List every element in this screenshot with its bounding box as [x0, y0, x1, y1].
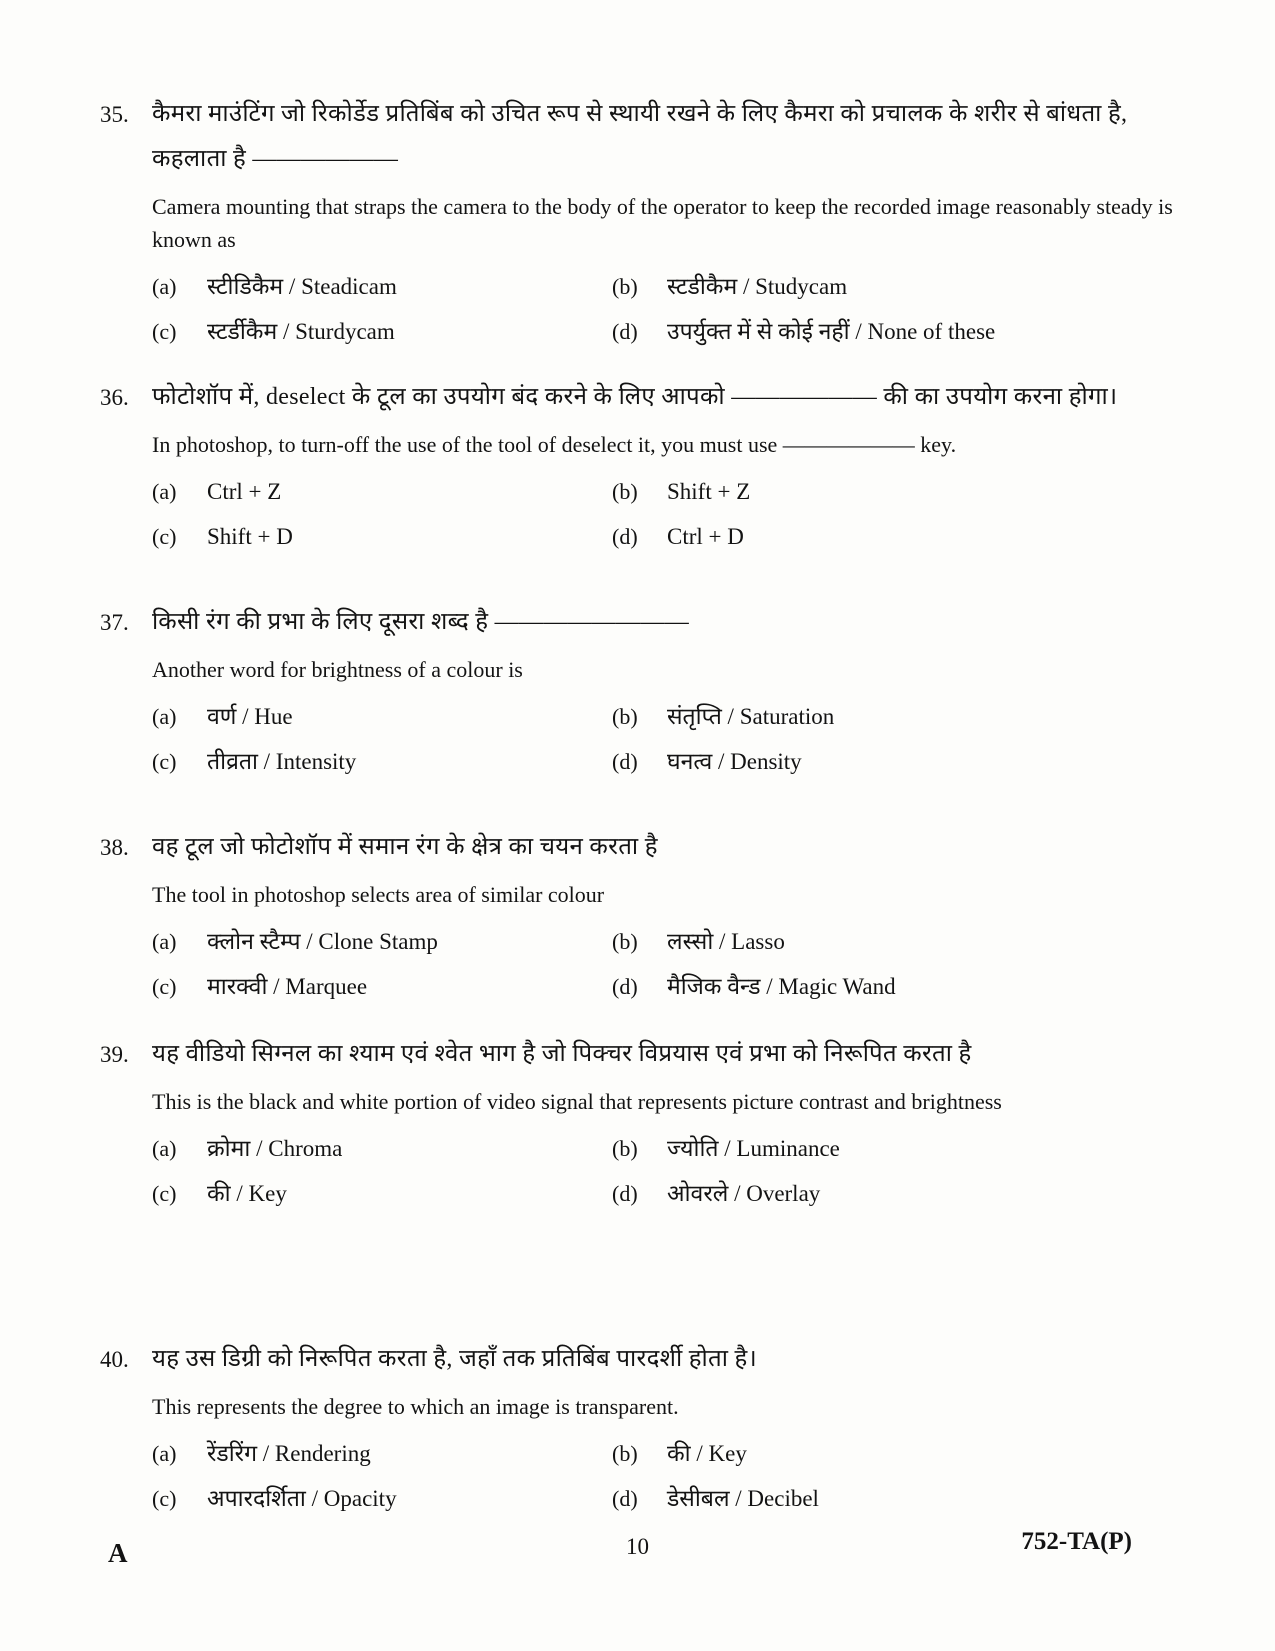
options-grid [152, 701, 1182, 778]
question-body [152, 600, 1182, 778]
option-text: की / Key [667, 1441, 747, 1466]
question-36 [100, 375, 1182, 553]
option-b [612, 926, 1182, 958]
options-grid [152, 476, 1182, 553]
option-text: Ctrl + D [667, 524, 744, 549]
question-39 [100, 1032, 1182, 1210]
booklet-set-code: A [108, 1538, 128, 1568]
option-text: डेसीबल / Decibel [667, 1486, 819, 1511]
option-label: (b) [612, 479, 638, 504]
option-text: ज्योति / Luminance [667, 1136, 840, 1161]
question-text-hindi: यह वीडियो सिग्नल का श्याम एवं श्वेत भाग है जो पिक्चर विप्रयास एवं प्रभा को निरूपित करता है [152, 1041, 972, 1067]
question-number: 37. [100, 610, 129, 635]
question-40 [100, 1337, 1182, 1515]
option-d [612, 1483, 1182, 1515]
question-number: 38. [100, 835, 129, 860]
question-text-english: Another word for brightness of a colour is [152, 657, 523, 682]
option-text: वर्ण / Hue [207, 704, 293, 729]
question-text-hindi: कैमरा माउंटिंग जो रिकोर्डेड प्रतिबिंब को उचित रूप से स्थायी रखने के लिए कैमरा को प्रचालक के शरीर से बांधता है, कहलाता है —————— [152, 101, 1128, 172]
question-text-english: The tool in photoshop selects area of similar colour [152, 882, 605, 907]
option-label: (c) [152, 974, 177, 999]
option-b [612, 271, 1182, 303]
option-label: (d) [612, 524, 638, 549]
option-label: (a) [152, 274, 177, 299]
question-body [152, 825, 1182, 1003]
option-text: स्टडीकैम / Studycam [667, 274, 848, 299]
question-37 [100, 600, 1182, 778]
question-body [152, 375, 1182, 553]
question-text-english: This is the black and white portion of video signal that represents picture contrast and brightness [152, 1089, 1002, 1114]
option-text: उपर्युक्त में से कोई नहीं / None of these [667, 319, 996, 344]
option-text: मैजिक वैन्ड / Magic Wand [667, 974, 896, 999]
option-label: (a) [152, 1136, 177, 1161]
option-d [612, 316, 1182, 348]
option-label: (a) [152, 1441, 177, 1466]
question-number: 35. [100, 102, 129, 127]
question-text-english: This represents the degree to which an image is transparent. [152, 1394, 679, 1419]
question-text-english: Camera mounting that straps the camera to the body of the operator to keep the recorded image reasonably steady is known as [152, 194, 1173, 252]
paper-code: 752-TA(P) [1021, 1528, 1132, 1555]
option-label: (a) [152, 929, 177, 954]
page-number: 10 [626, 1534, 649, 1559]
option-text: घनत्व / Density [667, 749, 802, 774]
option-label: (b) [612, 274, 638, 299]
option-c [152, 316, 612, 348]
option-text: मारक्वी / Marquee [207, 974, 368, 999]
option-b [612, 476, 1182, 508]
option-d [612, 746, 1182, 778]
option-d [612, 521, 1182, 553]
question-body [152, 92, 1182, 348]
option-d [612, 971, 1182, 1003]
option-label: (b) [612, 929, 638, 954]
options-grid [152, 1133, 1182, 1210]
option-c [152, 1483, 612, 1515]
option-label: (a) [152, 479, 177, 504]
option-label: (d) [612, 749, 638, 774]
option-text: Shift + Z [667, 479, 751, 504]
option-label: (c) [152, 749, 177, 774]
option-label: (d) [612, 974, 638, 999]
option-c [152, 1178, 612, 1210]
question-38 [100, 825, 1182, 1003]
option-c [152, 971, 612, 1003]
option-text: क्रोमा / Chroma [207, 1136, 343, 1161]
option-a [152, 701, 612, 733]
option-a [152, 476, 612, 508]
question-text-hindi: फोटोशॉप में, deselect के टूल का उपयोग बंद करने के लिए आपको —————— की का उपयोग करना होगा। [152, 384, 1118, 410]
question-35 [100, 92, 1182, 348]
option-c [152, 521, 612, 553]
option-label: (b) [612, 704, 638, 729]
option-text: अपारदर्शिता / Opacity [207, 1486, 397, 1511]
question-text-hindi: यह उस डिग्री को निरूपित करता है, जहाँ तक प्रतिबिंब पारदर्शी होता है। [152, 1346, 757, 1372]
option-text: की / Key [207, 1181, 287, 1206]
option-b [612, 1133, 1182, 1165]
options-grid [152, 926, 1182, 1003]
question-text-hindi: वह टूल जो फोटोशॉप में समान रंग के क्षेत्र का चयन करता है [152, 834, 658, 860]
option-text: संतृप्ति / Saturation [667, 704, 835, 729]
option-text: रेंडरिंग / Rendering [207, 1441, 371, 1466]
option-text: स्टर्डीकैम / Sturdycam [207, 319, 395, 344]
option-a [152, 926, 612, 958]
question-text-english: In photoshop, to turn-off the use of the tool of deselect it, you must use —————— key. [152, 432, 957, 457]
option-label: (c) [152, 319, 177, 344]
option-text: तीव्रता / Intensity [207, 749, 357, 774]
option-label: (b) [612, 1441, 638, 1466]
option-label: (c) [152, 1181, 177, 1206]
option-a [152, 1133, 612, 1165]
question-number: 40. [100, 1347, 129, 1372]
option-label: (a) [152, 704, 177, 729]
option-d [612, 1178, 1182, 1210]
question-text-hindi: किसी रंग की प्रभा के लिए दूसरा शब्द है ———————— [152, 609, 689, 635]
option-text: Ctrl + Z [207, 479, 282, 504]
options-grid [152, 1438, 1182, 1515]
option-label: (d) [612, 1181, 638, 1206]
option-text: Shift + D [207, 524, 293, 549]
option-label: (c) [152, 1486, 177, 1511]
option-text: स्टीडिकैम / Steadicam [207, 274, 397, 299]
question-body [152, 1337, 1182, 1515]
option-a [152, 271, 612, 303]
option-label: (b) [612, 1136, 638, 1161]
option-label: (d) [612, 1486, 638, 1511]
option-c [152, 746, 612, 778]
options-grid [152, 271, 1182, 348]
option-b [612, 1438, 1182, 1470]
option-text: लस्सो / Lasso [667, 929, 785, 954]
question-number: 39. [100, 1042, 129, 1067]
option-text: क्लोन स्टैम्प / Clone Stamp [207, 929, 438, 954]
option-text: ओवरले / Overlay [667, 1181, 821, 1206]
option-label: (d) [612, 319, 638, 344]
question-body [152, 1032, 1182, 1210]
option-b [612, 701, 1182, 733]
option-label: (c) [152, 524, 177, 549]
question-number: 36. [100, 385, 129, 410]
option-a [152, 1438, 612, 1470]
